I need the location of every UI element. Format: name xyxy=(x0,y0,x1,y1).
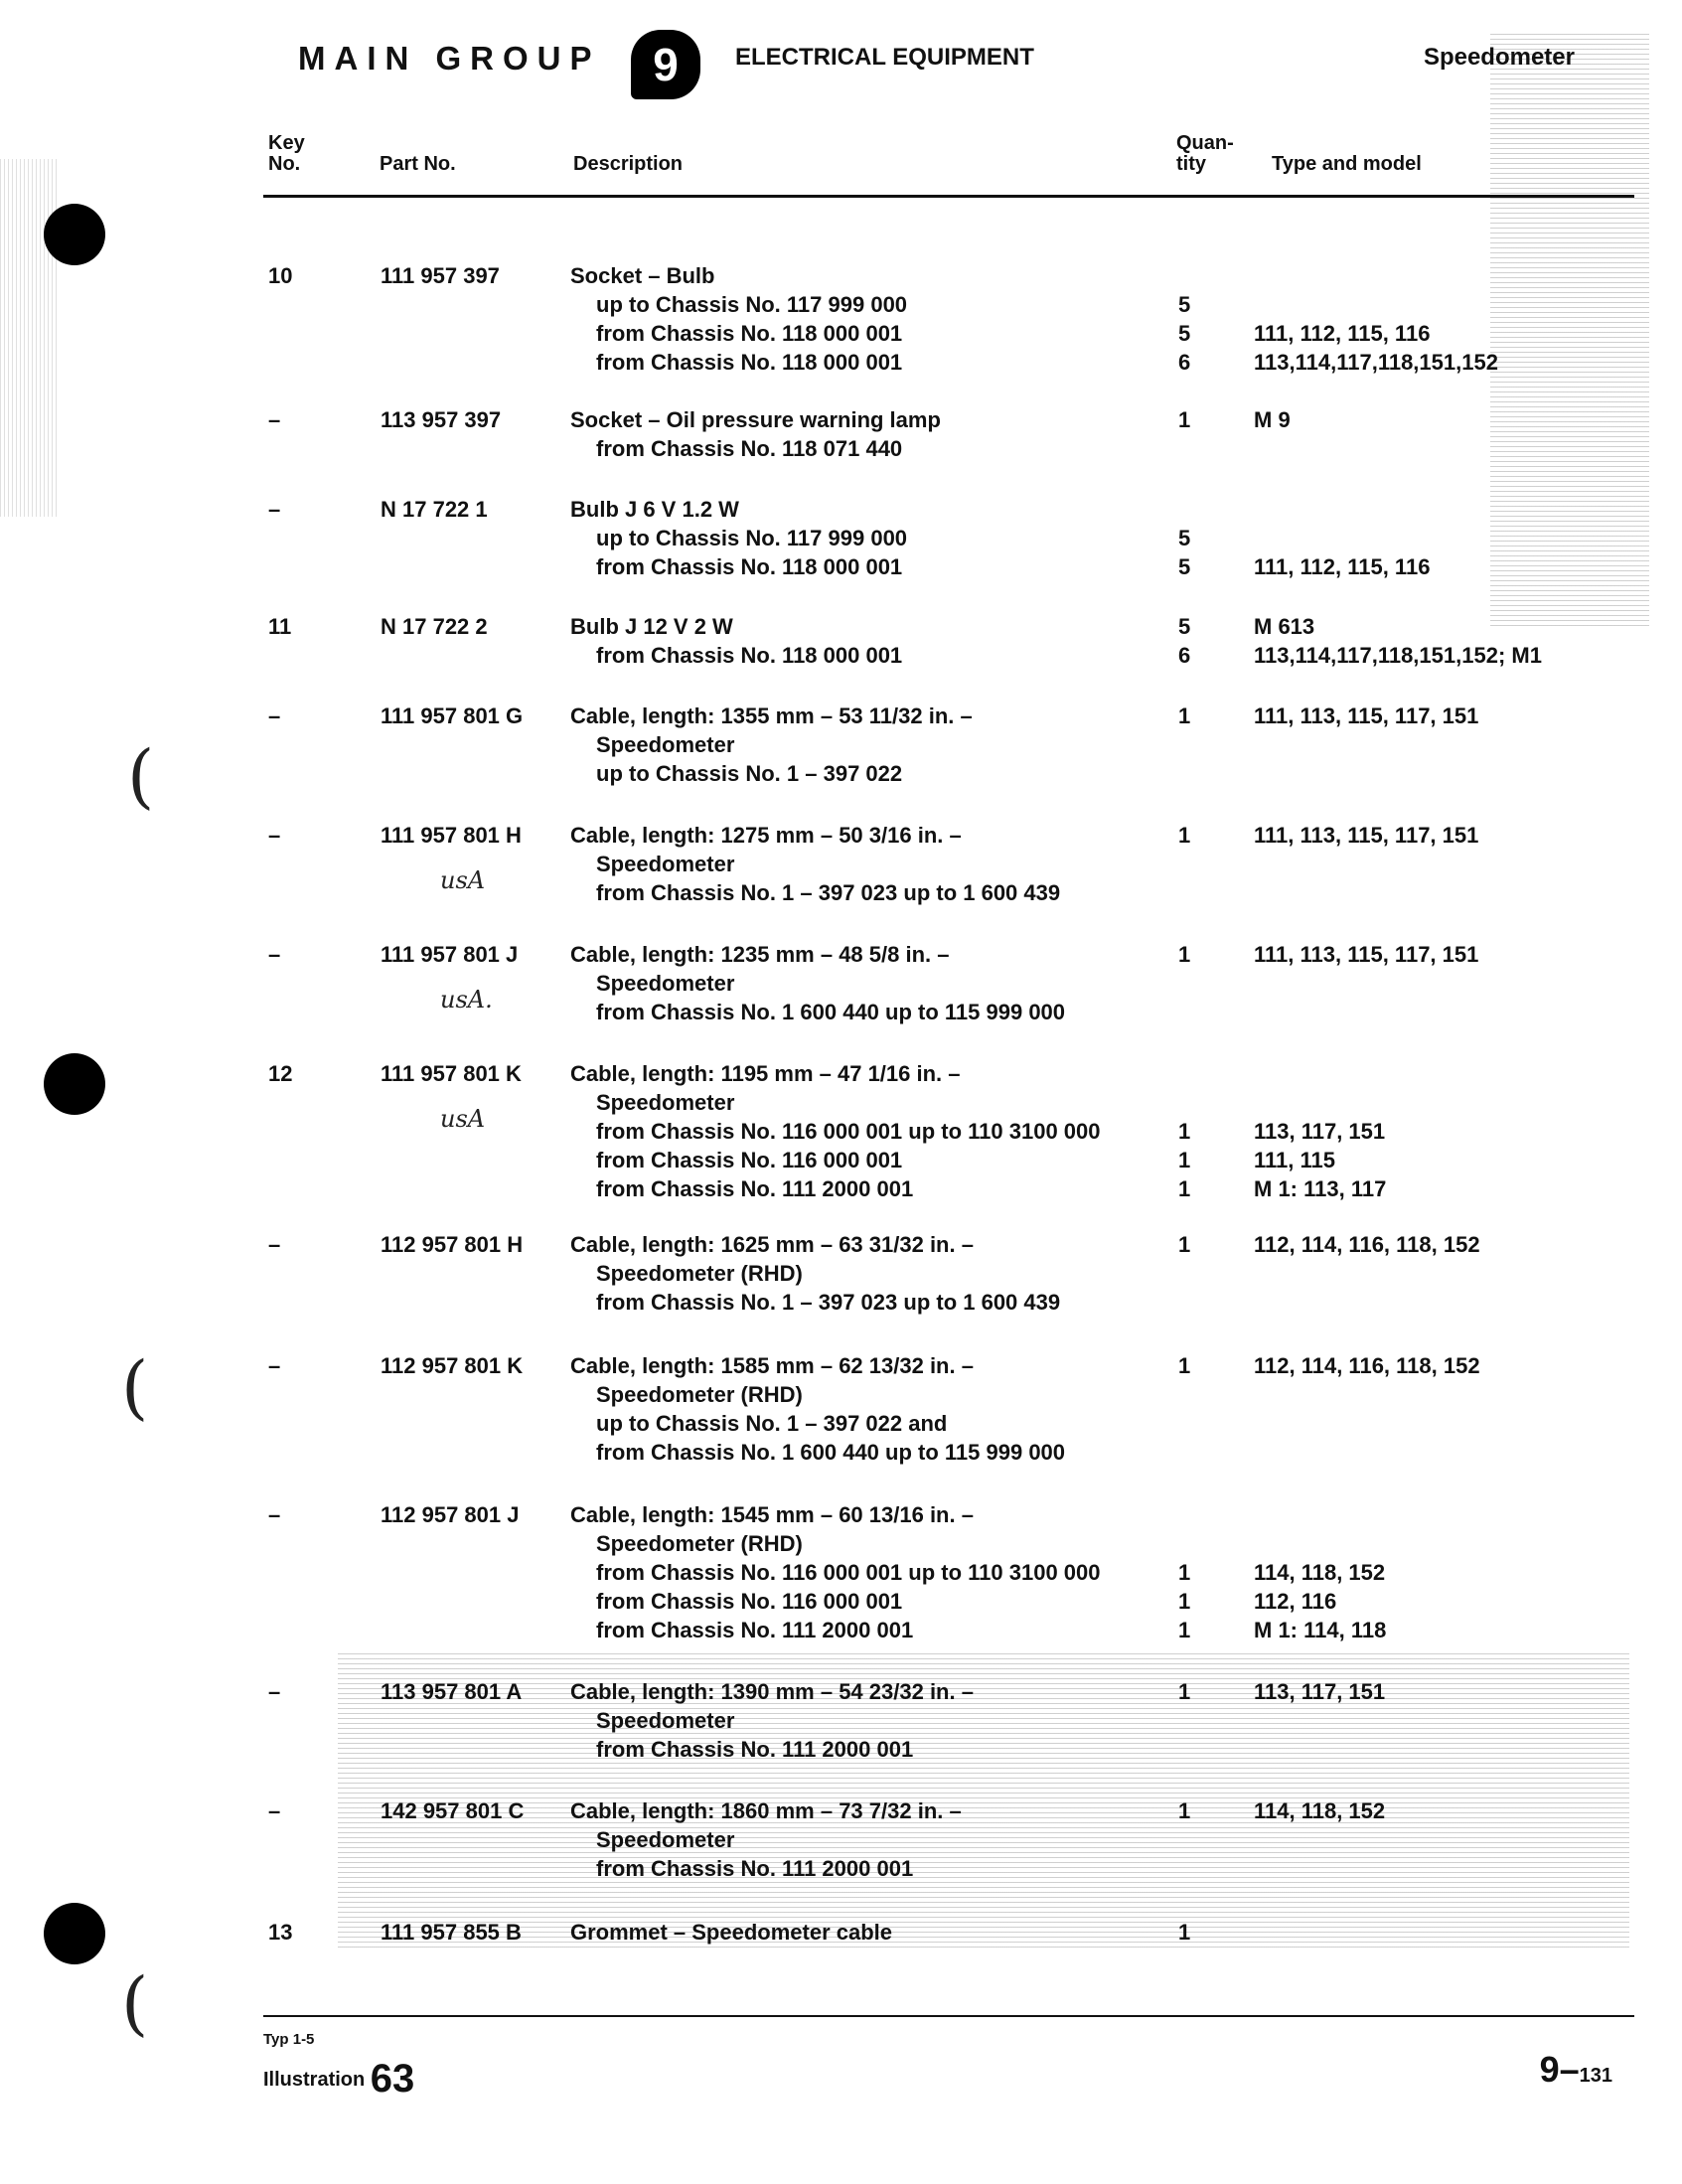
part-number: 111 957 801 K xyxy=(381,1061,522,1086)
description-line: from Chassis No. 116 000 001 up to 110 3100 000 xyxy=(596,1560,1101,1585)
description-line: from Chassis No. 111 2000 001 xyxy=(596,1618,914,1642)
handwritten-note: usA xyxy=(440,1105,486,1133)
part-number: 112 957 801 J xyxy=(381,1502,520,1527)
quantity-value: 1 xyxy=(1178,1798,1191,1823)
header-rule xyxy=(263,195,1634,198)
column-header-type: Type and model xyxy=(1272,153,1422,175)
page-header xyxy=(263,30,1624,89)
description-line: up to Chassis No. 1 – 397 022 and xyxy=(596,1411,948,1436)
column-header-quantity: Quan- tity xyxy=(1176,132,1234,175)
description-line: Speedometer (RHD) xyxy=(596,1531,803,1556)
quantity-value: 1 xyxy=(1178,1589,1191,1614)
type-model-value: 111, 115 xyxy=(1254,1148,1335,1172)
quantity-value: 1 xyxy=(1178,823,1191,848)
quantity-value: 1 xyxy=(1178,1119,1191,1144)
column-header-part: Part No. xyxy=(380,153,456,175)
quantity-value: 1 xyxy=(1178,1353,1191,1378)
quantity-value: 1 xyxy=(1178,1679,1191,1704)
type-model-value: 112, 116 xyxy=(1254,1589,1337,1614)
quantity-value: 5 xyxy=(1178,321,1191,346)
description-line: Socket – Bulb xyxy=(570,263,715,288)
type-model-value: 114, 118, 152 xyxy=(1254,1798,1386,1823)
type-model-value: 111, 112, 115, 116 xyxy=(1254,554,1431,579)
description-line: from Chassis No. 116 000 001 xyxy=(596,1589,903,1614)
type-model-value: 112, 114, 116, 118, 152 xyxy=(1254,1232,1480,1257)
key-number: – xyxy=(268,703,281,728)
key-number: 10 xyxy=(268,263,293,288)
key-number: – xyxy=(268,1353,281,1378)
description-line: Cable, length: 1275 mm – 50 3/16 in. – xyxy=(570,823,962,848)
description-line: from Chassis No. 118 000 001 xyxy=(596,643,903,668)
description-line: from Chassis No. 1 – 397 023 up to 1 600 439 xyxy=(596,1290,1061,1315)
quantity-value: 1 xyxy=(1178,942,1191,967)
part-number: N 17 722 1 xyxy=(381,497,488,522)
type-model-value: 113,114,117,118,151,152 xyxy=(1254,350,1498,375)
description-line: Cable, length: 1355 mm – 53 11/32 in. – xyxy=(570,703,973,728)
key-number: – xyxy=(268,1679,281,1704)
section-title: ELECTRICAL EQUIPMENT xyxy=(735,44,1034,71)
quantity-value: 1 xyxy=(1178,1920,1191,1945)
part-number: N 17 722 2 xyxy=(381,614,488,639)
type-model-value: 111, 113, 115, 117, 151 xyxy=(1254,942,1479,967)
description-line: Speedometer xyxy=(596,852,735,876)
page-number-main: 9 xyxy=(1539,2049,1560,2090)
description-line: from Chassis No. 118 071 440 xyxy=(596,436,903,461)
key-number: – xyxy=(268,823,281,848)
group-number-badge: 9 xyxy=(631,30,700,99)
quantity-value: 5 xyxy=(1178,614,1191,639)
scan-edge-noise xyxy=(0,159,60,517)
quantity-value: 1 xyxy=(1178,1560,1191,1585)
description-line: Speedometer xyxy=(596,1708,735,1733)
quantity-value: 5 xyxy=(1178,554,1191,579)
description-line: Speedometer xyxy=(596,1090,735,1115)
description-line: Grommet – Speedometer cable xyxy=(570,1920,893,1945)
key-number: 13 xyxy=(268,1920,293,1945)
quantity-value: 6 xyxy=(1178,350,1191,375)
description-line: Speedometer xyxy=(596,971,735,996)
column-header-key: Key No. xyxy=(268,132,305,175)
illustration-reference xyxy=(263,2057,414,2102)
description-line: Cable, length: 1625 mm – 63 31/32 in. – xyxy=(570,1232,974,1257)
quantity-value: 1 xyxy=(1178,1176,1191,1201)
part-number: 113 957 397 xyxy=(381,407,502,432)
illustration-number: 63 xyxy=(370,2057,415,2101)
description-line: from Chassis No. 118 000 001 xyxy=(596,350,903,375)
illustration-label: Illustration xyxy=(263,2069,366,2091)
handwritten-note: usA. xyxy=(440,986,493,1014)
key-number: – xyxy=(268,1502,281,1527)
description-line: from Chassis No. 118 000 001 xyxy=(596,554,903,579)
part-number: 112 957 801 H xyxy=(381,1232,524,1257)
description-line: from Chassis No. 1 600 440 up to 115 999 000 xyxy=(596,1000,1066,1024)
type-model-value: M 1: 113, 117 xyxy=(1254,1176,1387,1201)
description-line: from Chassis No. 111 2000 001 xyxy=(596,1737,914,1762)
punch-hole-middle xyxy=(44,1053,105,1115)
page-number: 9–131 xyxy=(1539,2049,1612,2090)
type-model-value: 111, 112, 115, 116 xyxy=(1254,321,1431,346)
scan-noise xyxy=(338,1649,1629,1948)
description-line: from Chassis No. 1 600 440 up to 115 999 000 xyxy=(596,1440,1066,1465)
type-model-value: M 9 xyxy=(1254,407,1291,432)
description-line: Speedometer (RHD) xyxy=(596,1261,803,1286)
key-number: – xyxy=(268,1798,281,1823)
key-number: – xyxy=(268,407,281,432)
description-line: Cable, length: 1195 mm – 47 1/16 in. – xyxy=(570,1061,961,1086)
description-line: up to Chassis No. 1 – 397 022 xyxy=(596,761,903,786)
part-number: 111 957 801 H xyxy=(381,823,522,848)
page-number-sub: 131 xyxy=(1579,2065,1612,2087)
quantity-value: 1 xyxy=(1178,703,1191,728)
scan-noise xyxy=(1490,30,1649,626)
model-type-note: Typ 1-5 xyxy=(263,2031,315,2048)
part-number: 111 957 801 J xyxy=(381,942,519,967)
type-model-value: M 1: 114, 118 xyxy=(1254,1618,1387,1642)
description-line: Cable, length: 1585 mm – 62 13/32 in. – xyxy=(570,1353,974,1378)
key-number: 11 xyxy=(268,614,292,639)
description-line: from Chassis No. 116 000 001 xyxy=(596,1148,903,1172)
type-model-value: 114, 118, 152 xyxy=(1254,1560,1386,1585)
quantity-value: 1 xyxy=(1178,1618,1191,1642)
description-line: from Chassis No. 1 – 397 023 up to 1 600 439 xyxy=(596,880,1061,905)
description-line: Speedometer xyxy=(596,732,735,757)
type-model-value: 113, 117, 151 xyxy=(1254,1679,1386,1704)
description-line: Bulb J 12 V 2 W xyxy=(570,614,733,639)
key-number: 12 xyxy=(268,1061,293,1086)
part-number: 142 957 801 C xyxy=(381,1798,525,1823)
description-line: Bulb J 6 V 1.2 W xyxy=(570,497,739,522)
type-model-value: 111, 113, 115, 117, 151 xyxy=(1254,703,1479,728)
subsection-title: Speedometer xyxy=(1423,44,1575,71)
part-number: 111 957 855 B xyxy=(381,1920,522,1945)
type-model-value: 113,114,117,118,151,152; M1 xyxy=(1254,643,1542,668)
description-line: from Chassis No. 111 2000 001 xyxy=(596,1176,914,1201)
key-number: – xyxy=(268,942,281,967)
part-number: 111 957 397 xyxy=(381,263,500,288)
quantity-value: 1 xyxy=(1178,407,1191,432)
quantity-value: 5 xyxy=(1178,526,1191,550)
type-model-value: 112, 114, 116, 118, 152 xyxy=(1254,1353,1480,1378)
quantity-value: 5 xyxy=(1178,292,1191,317)
description-line: from Chassis No. 116 000 001 up to 110 3100 000 xyxy=(596,1119,1101,1144)
type-model-value: 113, 117, 151 xyxy=(1254,1119,1386,1144)
description-line: from Chassis No. 118 000 001 xyxy=(596,321,903,346)
punch-hole-bottom xyxy=(44,1903,105,1964)
description-line: Cable, length: 1860 mm – 73 7/32 in. – xyxy=(570,1798,962,1823)
key-number: – xyxy=(268,1232,281,1257)
description-line: up to Chassis No. 117 999 000 xyxy=(596,526,908,550)
column-header-description: Description xyxy=(573,153,684,175)
part-number: 113 957 801 A xyxy=(381,1679,523,1704)
description-line: Cable, length: 1545 mm – 60 13/16 in. – xyxy=(570,1502,974,1527)
quantity-value: 1 xyxy=(1178,1148,1191,1172)
description-line: Socket – Oil pressure warning lamp xyxy=(570,407,941,432)
key-number: – xyxy=(268,497,281,522)
main-group-label: MAIN GROUP xyxy=(298,40,601,77)
binder-mark: ( xyxy=(127,735,155,817)
description-line: Cable, length: 1390 mm – 54 23/32 in. – xyxy=(570,1679,974,1704)
type-model-value: 111, 113, 115, 117, 151 xyxy=(1254,823,1479,848)
binder-mark: ( xyxy=(121,1962,149,2044)
description-line: up to Chassis No. 117 999 000 xyxy=(596,292,908,317)
part-number: 112 957 801 K xyxy=(381,1353,524,1378)
quantity-value: 6 xyxy=(1178,643,1191,668)
description-line: from Chassis No. 111 2000 001 xyxy=(596,1856,914,1881)
footer-rule xyxy=(263,2015,1634,2017)
description-line: Cable, length: 1235 mm – 48 5/8 in. – xyxy=(570,942,950,967)
punch-hole-top xyxy=(44,204,105,265)
type-model-value: M 613 xyxy=(1254,614,1315,639)
binder-mark: ( xyxy=(121,1346,149,1428)
description-line: Speedometer xyxy=(596,1827,735,1852)
description-line: Speedometer (RHD) xyxy=(596,1382,803,1407)
part-number: 111 957 801 G xyxy=(381,703,524,728)
quantity-value: 1 xyxy=(1178,1232,1191,1257)
handwritten-note: usA xyxy=(440,866,486,894)
